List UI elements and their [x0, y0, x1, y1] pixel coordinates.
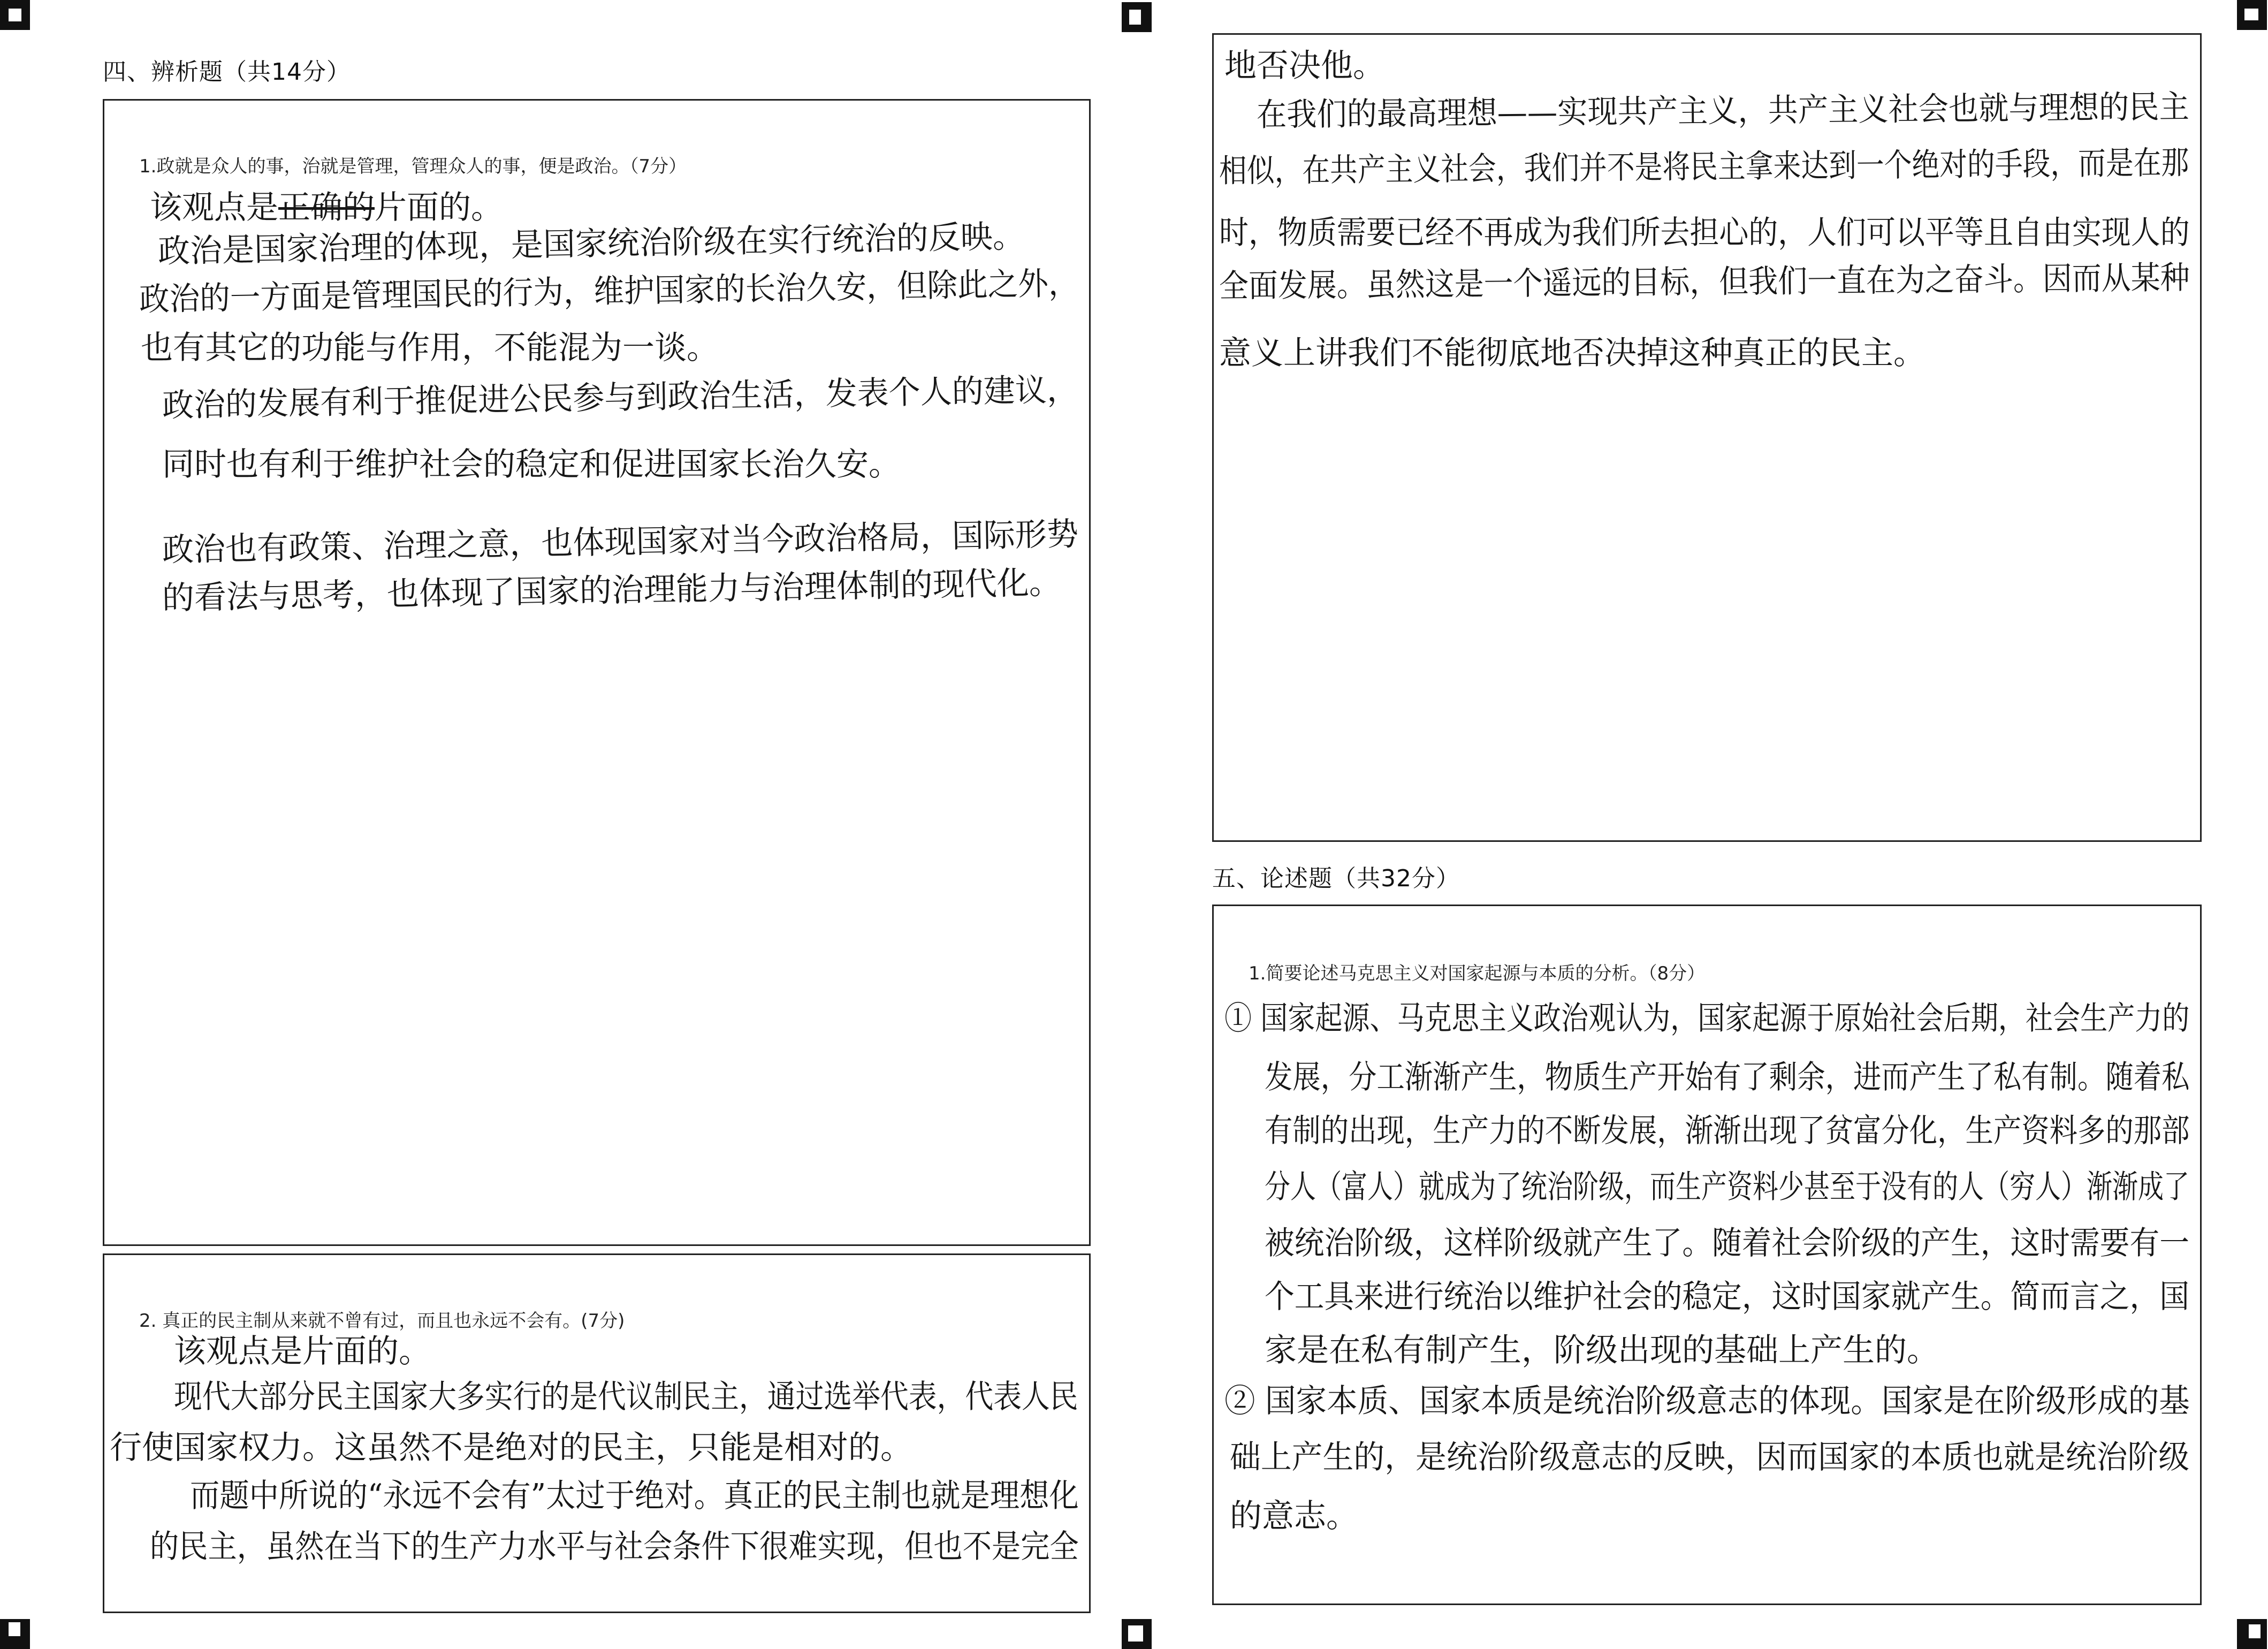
registration-marker-top-right: [2237, 0, 2267, 30]
handwritten-line: 政治的发展有利于推促进公民参与到政治生活，发表个人的建议，: [162, 371, 1079, 424]
handwritten-line: 而题中所说的“永远不会有”太过于绝对。真正的民主制也就是理想化: [190, 1477, 1079, 1515]
handwritten-line: 全面发展。虽然这是一个遥远的目标，但我们一直在为之奋斗。因而从某种: [1219, 259, 2190, 305]
handwritten-line: 的民主，虽然在当下的生产力水平与社会条件下很难实现，但也不是完全: [150, 1528, 1079, 1566]
handwritten-line: 的看法与思考，也体现了国家的治理能力与治理体制的现代化。: [162, 564, 1062, 617]
registration-marker-top-left: [0, 0, 30, 30]
handwritten-line: 相似，在共产主义社会，我们并不是将民主拿来达到一个绝对的手段，而是在那: [1219, 144, 2189, 190]
handwritten-line: 政治的一方面是管理国民的行为，维护国家的长治久安，但除此之外，: [139, 264, 1079, 318]
handwritten-line: 现代大部分民主国家大多实行的是代议制民主，通过选举代表，代表人民: [174, 1378, 1078, 1416]
answer-lead: 该观点是: [150, 189, 278, 226]
answer-box-section4-q2[interactable]: [103, 1253, 1091, 1613]
handwritten-line: 分人（富人）就成为了统治阶级，而生产资料少甚至于没有的人（穷人）渐渐成了: [1265, 1168, 2189, 1206]
handwritten-line: 个工具来进行统治以维护社会的稳定，这时国家就产生。简而言之，国: [1265, 1278, 2189, 1316]
handwritten-line: 地否决他。: [1224, 47, 1385, 85]
handwritten-line: 该观点是片面的。: [174, 1333, 431, 1370]
registration-marker-bottom-center: [1122, 1619, 1152, 1649]
question-prompt: 2. 真正的民主制从来就不曾有过，而且也永远不会有。(7分): [139, 1310, 625, 1332]
handwritten-line: 有制的出现，生产力的不断发展，渐渐出现了贫富分化，生产资料多的那部: [1265, 1112, 2190, 1150]
struck-out-text: 正确的: [278, 189, 375, 226]
handwritten-line: 的意志。: [1230, 1498, 1358, 1535]
section-4-title: 四、辨析题（共14分）: [103, 58, 351, 86]
registration-marker-bottom-left: [0, 1619, 30, 1649]
handwritten-line: 时，物质需要已经不再成为我们所去担心的，人们可以平等且自由实现人的: [1219, 214, 2190, 252]
answer-box-section5-q1[interactable]: [1212, 905, 2202, 1605]
question-prompt: 1.政就是众人的事，治就是管理，管理众人的事，便是政治。（7分）: [139, 156, 687, 177]
question-prompt: 1.简要论述马克思主义对国家起源与本质的分析。（8分）: [1249, 963, 1706, 984]
handwritten-line: 在我们的最高理想——实现共产主义，共产主义社会也就与理想的民主: [1256, 88, 2190, 134]
handwritten-line: ② 国家本质、国家本质是统治阶级意志的体现。国家是在阶级形成的基: [1224, 1382, 2190, 1420]
handwritten-line: 也有其它的功能与作用，不能混为一谈。: [141, 329, 719, 367]
handwritten-line: 行使国家权力。这虽然不是绝对的民主，只能是相对的。: [110, 1429, 912, 1466]
handwritten-answer-line: [150, 189, 503, 226]
handwritten-line: 础上产生的，是统治阶级意志的反映，因而国家的本质也就是统治阶级: [1230, 1439, 2190, 1476]
handwritten-line: 意义上讲我们不能彻底地否决掉这种真正的民主。: [1219, 335, 1925, 372]
handwritten-line: 家是在私有制产生，阶级出现的基础上产生的。: [1265, 1332, 1939, 1369]
registration-marker-top-center: [1122, 2, 1152, 32]
handwritten-line: 政治也有政策、治理之意，也体现国家对当今政治格局，国际形势: [162, 515, 1079, 569]
answer-box-section4-q1[interactable]: [103, 99, 1091, 1246]
handwritten-line: 发展，分工渐渐产生，物质生产开始有了剩余，进而产生了私有制。随着私: [1265, 1059, 2190, 1096]
answer-tail: 片面的。: [375, 189, 503, 226]
handwritten-line: 被统治阶级，这样阶级就产生了。随着社会阶级的产生，这时需要有一: [1265, 1225, 2189, 1262]
registration-marker-bottom-right: [2237, 1619, 2267, 1649]
handwritten-line: ① 国家起源、马克思主义政治观认为，国家起源于原始社会后期，社会生产力的: [1224, 1000, 2190, 1037]
section-5-title: 五、论述题（共32分）: [1212, 865, 1460, 892]
answer-box-continuation[interactable]: [1212, 33, 2202, 842]
handwritten-line: 政治是国家治理的体现，是国家统治阶级在实行统治的反映。: [157, 217, 1025, 270]
handwritten-line: 同时也有利于维护社会的稳定和促进国家长治久安。: [162, 446, 901, 483]
